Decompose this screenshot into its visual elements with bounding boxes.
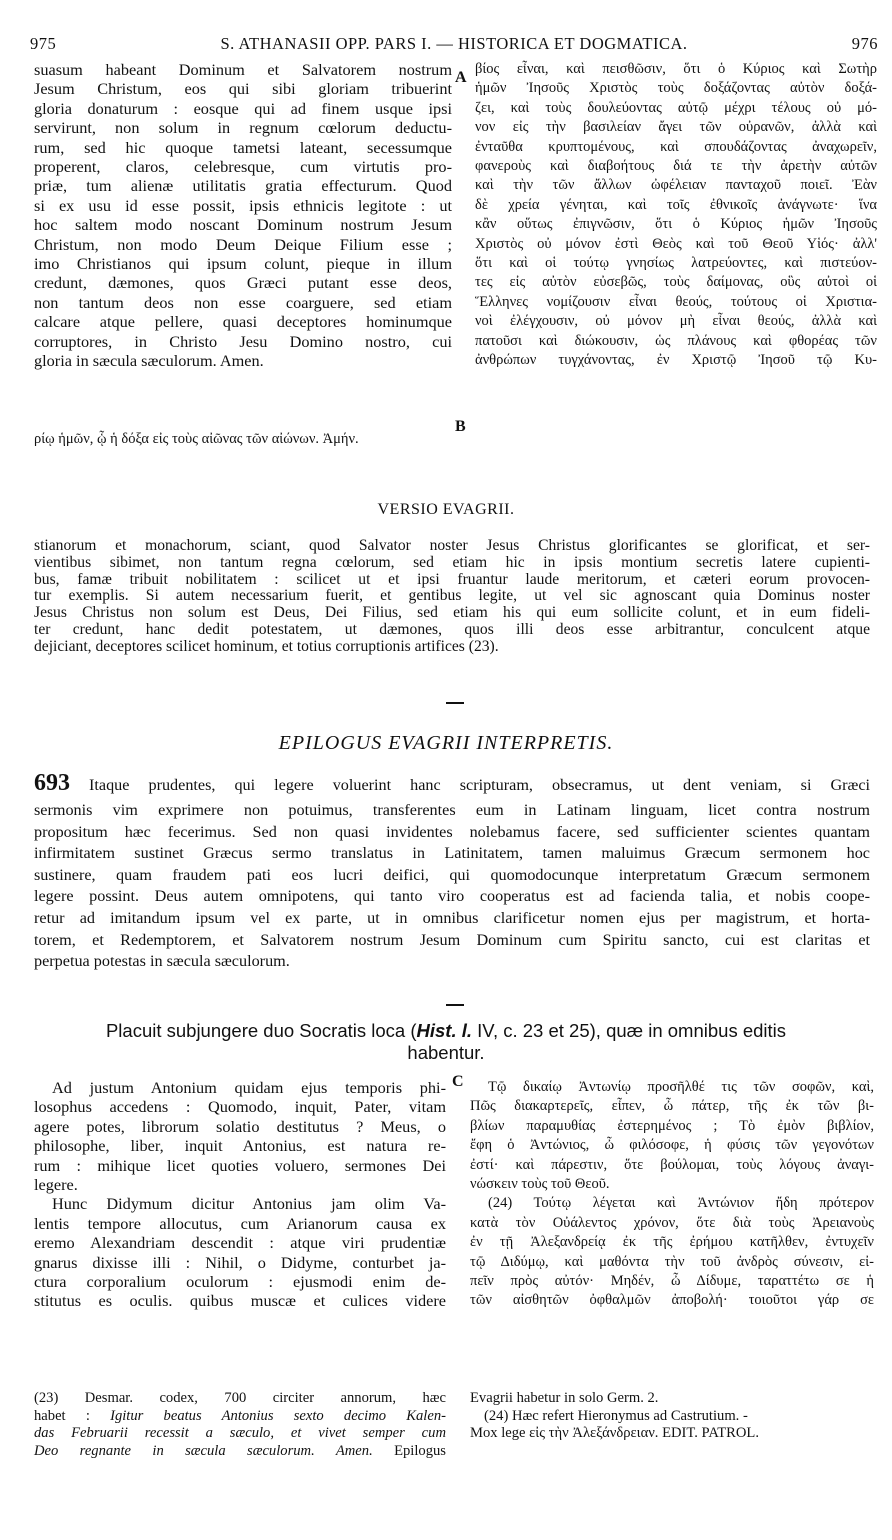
text-line: infirmitatem sustinet Græcus sermo translatus in Latinitatem, tamen maluimus Græcum sermonem hoc <box>34 844 870 863</box>
versio-heading: VERSIO EVAGRII. <box>377 501 515 518</box>
text-line: ὅτι καὶ οἱ τούτῳ γνησίως λατρεύοντες, καὶ πιστεύον- <box>475 255 877 272</box>
footnote-23-line: (23) Desmar. codex, 700 circiter annorum, hæc <box>34 1390 446 1406</box>
footnote-right <box>470 1390 874 1443</box>
text-line: lentis tempore allocutus, cum Arianorum causa ex <box>34 1213 446 1233</box>
text-line: (24) Τούτῳ λέγεται καὶ Ἀντώνιον ἤδη πρότερον <box>488 1195 874 1212</box>
text-line: legere possint. Deus autem omnipotens, qui tanto viro cooperatus est ad facienda talia, et nobis coope- <box>34 887 870 906</box>
text-line: δὲ χρεία γένηται, καὶ τοῖς ἐθνικοῖς ἀνάγνωτε· ἵνα <box>475 196 877 213</box>
paragraph-number: 693 <box>34 770 70 796</box>
text-line: agere potes, librorum solatio destitutus ? Meus, o <box>34 1116 446 1136</box>
margin-marker-c: C <box>452 1073 464 1090</box>
footnote-23-pre: habet : <box>34 1407 111 1424</box>
footnote-23-italic: Deo regnante in sæcula sæculorum. Amen. <box>34 1442 373 1459</box>
greek-tail-line: ρίῳ ἡμῶν, ᾧ ἡ δόξα εἰς τοὺς αἰῶνας τῶν αἰώνων. Ἀμήν. <box>34 431 359 447</box>
text-line: ctura corporalium oculorum : ejusmodi enim de- <box>34 1272 446 1292</box>
text-line: losophus accedens : Quomodo, inquit, Pater, vitam <box>34 1097 446 1117</box>
epilogus-first-text: Itaque prudentes, qui legere voluerint hanc scripturam, obsecramus, ut dent veniam, si Græci <box>89 776 871 794</box>
margin-marker-b: B <box>455 418 466 435</box>
text-line: non tantum deos non esse coarguere, sed etiam <box>34 292 452 312</box>
page-number-left: 975 <box>30 34 57 53</box>
text-line: ἡμῶν Ἰησοῦς Χριστὸς τοὺς δοξάζοντας αὐτὸν δοξά- <box>475 80 877 97</box>
text-line: πεῖν πρὸς αὐτόν· Μηδέν, ὦ Δίδυμε, ταραττέτω σε ἡ <box>470 1273 874 1290</box>
footnote-23-post: Epilogus <box>372 1442 446 1459</box>
text-line: retur ad imitandum ipsum vel ex parte, ut in omnibus clarificetur nomen ejus per magistrum, et horta- <box>34 908 870 927</box>
text-line: stitutus es oculis. quibus muscæ et culices videre <box>34 1291 446 1311</box>
footnote-23-line: das Februarii recessit a sæculo, et vivet semper cum <box>34 1425 446 1442</box>
page-number-right: 976 <box>851 34 878 53</box>
text-line: νοὶ ἐλέγχουσιν, οὐ μόνον μὴ εἶναι θεούς, ἀλλὰ καὶ <box>475 313 877 330</box>
text-line: Ἕλληνες νομίζουσιν εἶναι θεούς, τούτους οἱ Χριστια- <box>475 293 877 310</box>
text-line: legere. <box>34 1175 78 1195</box>
text-line: sustinere, quam fraudem pati eos lucri deifici, qui quomodocunque interpretatum Græcum sermonem <box>34 865 870 884</box>
footnote-23-italic: Igitur beatus Antonius sexto decimo Kalen- <box>110 1407 446 1424</box>
socrates-heading-post: IV, c. 23 et 25), quæ in omnibus editis <box>472 1020 787 1041</box>
text-line: πατοῦσι καὶ διώκουσιν, ὡς πλάνους καὶ φθορέας τῶν <box>475 332 877 349</box>
footnote-left <box>34 1390 446 1460</box>
text-line: Πῶς διακαρτερεῖς, εἶπεν, ὦ πάτερ, τῆς ἐκ τῶν βι- <box>470 1098 874 1115</box>
text-line: κἂν οὕτως ἐπιγνῶσιν, ὅτι ὁ Κύριος ἡμῶν Ἰησοῦς <box>475 216 877 233</box>
margin-marker-a: A <box>455 69 467 86</box>
text-line: credunt, dæmones, quos Græci putant esse deos, <box>34 273 452 293</box>
epilogus-text <box>34 800 870 973</box>
socrates-heading-pre: Placuit subjungere duo Socratis loca ( <box>105 1020 417 1041</box>
text-line: corruptores, in Christo Jesu Domino nostro, cui <box>34 331 452 351</box>
text-line: gloria donaturum : eosque qui ad finem usque ipsi <box>34 98 452 118</box>
footnote-right-line: Evagrii habetur in solo Germ. 2. <box>470 1390 659 1406</box>
text-line: priæ, tum alienæ utilitatis gratia effecturum. Quod <box>34 176 452 196</box>
text-line: ἐνταῦθα κρυπτομένους, καὶ σπουδάζοντας ἀναχωρεῖν, <box>475 138 877 155</box>
epilogus-heading: EPILOGUS EVAGRII INTERPRETIS. <box>278 732 614 754</box>
text-line: Jesus Christus non solum est Deus, Dei Filius, sed etiam his qui eum sollicite colunt, et in eum fideli- <box>34 604 870 622</box>
text-line: rum : mihique licet quoties voluero, sermones Dei <box>34 1155 446 1175</box>
text-line: ἐστί· καὶ πάρεστιν, ὅτε βούλομαι, τοὺς λόγους ἀναγι- <box>470 1156 874 1173</box>
text-line: Ad justum Antonium quidam ejus temporis phi- <box>52 1078 446 1097</box>
footnote-24-line: Mox lege εἰς τὴν Ἀλεξάνδρειαν. EDIT. PATROL. <box>470 1425 759 1442</box>
text-line: vientibus sibimet, non tantum regna cœlorum, sed etiam hic in ipsis montium secretis latere cupienti- <box>34 553 870 571</box>
running-title: S. ATHANASII OPP. PARS I. — HISTORICA ET DOGMATICA. <box>220 34 688 53</box>
text-line: tur exemplis. Si autem necessarium fuerit, et gentibus legite, ut vel sic agnoscant quia Dominus noster <box>34 587 870 605</box>
text-line: gnarus dixisse illi : Nihil, o Didyme, conturbet ja- <box>34 1252 446 1272</box>
text-line: νον εἰς τὴν βασιλείαν ἄγει τῶν οὐρανῶν, ἀλλὰ καὶ <box>475 119 877 136</box>
text-line: νώσκειν τοὺς τοῦ Θεοῦ. <box>470 1176 610 1193</box>
text-line: ἔφη ὁ Ἀντώνιος, ὦ φιλόσοφε, ἡ φύσις τῶν γεγονότων <box>470 1137 874 1154</box>
versio-text <box>34 538 870 656</box>
text-line: dejiciant, deceptores scilicet hominum, et totius corruptionis artifices (23). <box>34 637 499 655</box>
text-line: καὶ τὴν τῶν ἄλλων ὠφέλειαν πανταχοῦ ποιεῖ. Ἐὰν <box>475 177 877 194</box>
socrates-heading-line2: habentur. <box>407 1042 485 1063</box>
text-line: τῷ Διδύμῳ, καὶ μαθόντα τὴν τοῦ ἀνδρὸς σύνεσιν, εἰ- <box>470 1253 874 1270</box>
text-line: torem, et Redemptorem, et Salvatorem nostrum Jesum Dominum cum Spiritu sancto, cui est claritas et <box>34 930 870 949</box>
text-line: Τῷ δικαίῳ Ἀντωνίῳ προσῆλθέ τις τῶν σοφῶν, καὶ, <box>488 1079 874 1095</box>
footnote-24-line: (24) Hæc refert Hieronymus ad Castrutium. - <box>484 1407 748 1424</box>
text-line: ἐν τῇ Ἀλεξανδρείᾳ ἐκ τῆς ἐρήμου κατῆλθεν, ἐντυχεῖν <box>470 1234 874 1251</box>
text-line: imo Christianos qui ipsum colunt, pieque in illum <box>34 254 452 274</box>
text-line: si ex usu id esse possit, ipsis ethnicis legitote : ut <box>34 195 452 215</box>
text-line: κατὰ τὸν Οὐάλεντος χρόνον, ὅτε διὰ τοὺς Ἀρειανοὺς <box>470 1214 874 1231</box>
text-line: ἀνθρώπων τυγχάνοντας, ἐν Χριστῷ Ἰησοῦ τῷ Κυ- <box>475 352 877 369</box>
socrates-greek-column <box>470 1078 874 1311</box>
text-line: perpetua potestas in sæcula sæculorum. <box>34 952 290 971</box>
text-line: calcare atque pellere, quasi deceptores hominumque <box>34 312 452 332</box>
separator-dash <box>446 1004 464 1006</box>
text-line: τῶν αἰσθητῶν ὀφθαλμῶν ἀποβολή· τοιοῦτοι γάρ σε <box>470 1292 874 1309</box>
socrates-heading <box>0 1020 892 1064</box>
text-line: propositum hæc fecerimus. Sed non quasi invidentes nolebamus facere, sed sufficienter scientes quantam <box>34 822 870 841</box>
text-line: gloria in sæcula sæculorum. Amen. <box>34 351 264 371</box>
text-line: sermonis vim exprimere non potuimus, transferentes eum in Latinam linguam, licet contra nostrum <box>34 801 870 819</box>
text-line: βλίων παραμυθίας ἐστερημένος ; Τὸ ἐμὸν βιβλίον, <box>470 1117 874 1134</box>
running-header <box>30 34 878 56</box>
text-line: suasum habeant Dominum et Salvatorem nostrum <box>34 60 452 79</box>
socrates-latin-column <box>34 1078 446 1311</box>
text-line: eremo Alexandriam descendit : atque viri prudentiæ <box>34 1233 446 1253</box>
text-line: philosophe, liber, inquit Antonius, est natura re- <box>34 1136 446 1156</box>
text-line: βίος εἶναι, καὶ πεισθῶσιν, ὅτι ὁ Κύριος καὶ Σωτὴρ <box>475 61 877 77</box>
separator-dash <box>446 702 464 704</box>
text-line: hoc saltem modo noscant Dominum nostrum Jesum <box>34 215 452 235</box>
text-line: Christum, non modo Deum Deique Filium esse ; <box>34 234 452 254</box>
socrates-heading-ref: Hist. l. <box>416 1020 473 1041</box>
epilogus-first-line <box>34 770 871 797</box>
text-line: φανεροὺς καὶ διαβοήτους διά τε τὴν ἀρετὴν αὐτῶν <box>475 158 877 175</box>
text-line: ζει, καὶ τοὺς δουλεύοντας αὐτῷ μέχρι τέλους οὐ μό- <box>475 99 877 116</box>
text-line: ter credunt, hanc dedit potestatem, ut dæmones, quos illi deos esse arbitrantur, conculcent atque <box>34 620 870 638</box>
text-line: rum, sed hic quoque tametsi lateant, secessumque <box>34 137 452 157</box>
text-line: bus, famæ tribuit nobilitatem : scilicet ut et ipsi fruantur laude meritorum, et cæteri eorum provocen- <box>34 570 870 588</box>
text-line: Χριστὸς οὐ μόνον ἐστὶ Θεὸς καὶ τοῦ Θεοῦ Υἱός· ἀλλ' <box>475 235 877 252</box>
top-latin-column <box>34 60 452 371</box>
text-line: Hunc Didymum dicitur Antonius jam olim Va- <box>52 1194 446 1214</box>
text-line: Jesum Christum, eos qui sibi gloriam tribuerint <box>34 79 452 99</box>
text-line: properent, claros, celebresque, cum virtutis pro- <box>34 157 452 177</box>
text-line: stianorum et monachorum, sciant, quod Salvator noster Jesus Christus glorificantes se glorificat, et ser- <box>34 537 870 554</box>
text-line: τες εἰς αὐτὸν εὐσεβῶς, τοὺς δαίμονας, οὓς αὐτοὶ οἱ <box>475 274 877 291</box>
top-greek-column <box>475 60 877 371</box>
text-line: servirunt, non solum in regnum cœlorum deductu- <box>34 118 452 138</box>
